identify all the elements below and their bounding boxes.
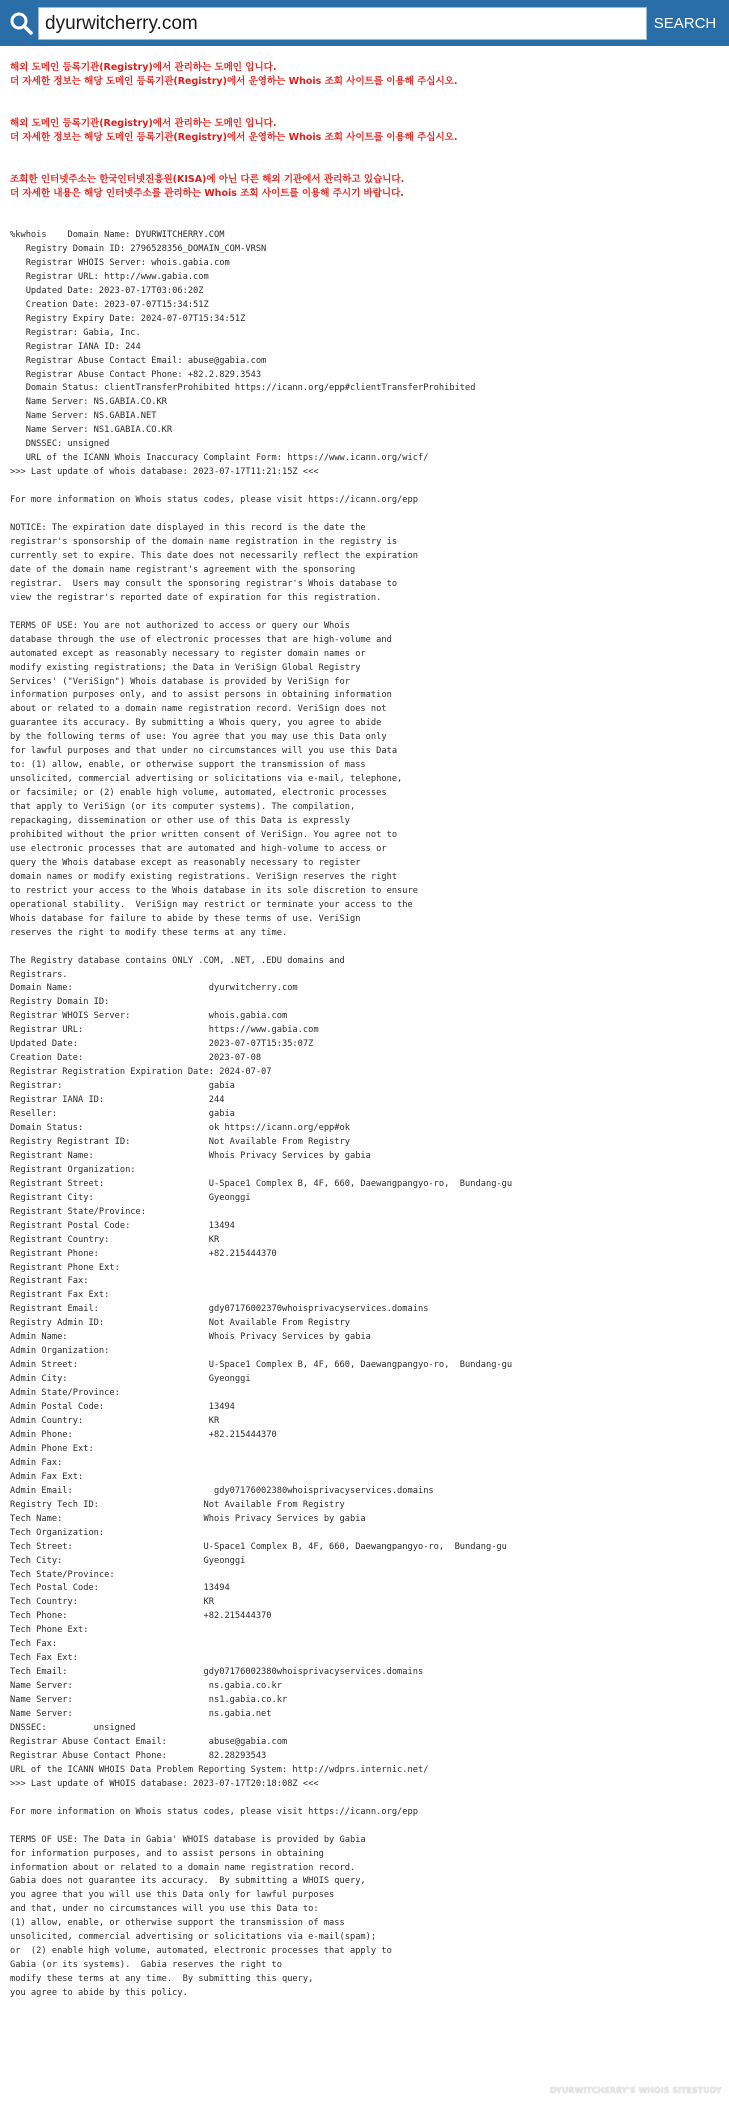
notice-line: 더 자세한 정보는 해당 도메인 등록기관(Registry)에서 운영하는 Whois 조회 사이트를 이용해 주십시오. — [10, 76, 458, 87]
watermark: DYURWITCHERRY'S WHOIS SITESTUDY — [550, 2086, 722, 2095]
search-button[interactable]: SEARCH — [649, 7, 721, 40]
search-input[interactable] — [38, 7, 647, 40]
notice-line: 해외 도메인 등록기관(Registry)에서 관리하는 도메인 입니다. — [10, 62, 277, 73]
notice-line: 조회한 인터넷주소는 한국인터넷진흥원(KISA)에 아닌 다른 해외 기관에서 관리하고 있습니다. — [10, 174, 405, 185]
notice-line: 더 자세한 정보는 해당 도메인 등록기관(Registry)에서 운영하는 Whois 조회 사이트를 이용해 주십시오. — [10, 132, 458, 143]
search-icon[interactable] — [8, 10, 34, 36]
notice-line: 더 자세한 내용은 해당 인터넷주소를 관리하는 Whois 조회 사이트를 이용해 주시기 바랍니다. — [10, 188, 404, 199]
registry-notice — [10, 117, 720, 145]
notice-line: 해외 도메인 등록기관(Registry)에서 관리하는 도메인 입니다. — [10, 118, 277, 129]
search-bar — [0, 0, 729, 46]
kisa-notice — [10, 173, 720, 201]
registry-notice — [10, 61, 720, 89]
whois-output: %kwhois Domain Name: DYURWITCHERRY.COM Registry Domain ID: 2796528356_DOMAIN_COM-VRSN Registrar WHOIS Server: whois.gabia.com Registrar URL: http://www.gabia.com Updated Date: 2023-07-17T03:06:20Z Creation Date: 2023-07-07T15:34:51Z Registry Expiry Date: 2024-07-07T15:34:51Z Registrar: Gabia, Inc. Registrar IANA ID: 244 Registrar Abuse Contact Email: abuse@gabia.com Registrar Abuse Contact Phone: +82.2.829.3543 Domain Status: clientTransferProhibited https://icann.org/epp#clientTransferProhibited Name Server: NS.GABIA.CO.KR Name Server: NS.GABIA.NET Name Server: NS1.GABIA.CO.KR DNSSEC: unsigned URL of the ICANN Whois Inaccuracy Complaint Form: https://www.icann.org/wicf/ >>> Last update of whois database: 2023-07-17T11:21:15Z <<< For more information on Whois status codes, please visit https://icann.org/epp NOTICE: The expiration date displayed in this record is the date the registrar's sponsorship of the domain name registration in the registry is currently set to expire. This date does not necessarily reflect the expiration date of the domain name registrant's agreement with the sponsoring registrar. Users may consult the sponsoring registrar's Whois database to view the registrar's reported date of expiration for this registration. TERMS OF USE: You are not authorized to access or query our Whois database through the use of electronic processes that are high-volume and automated except as reasonably necessary to register domain names or modify existing registrations; the Data in VeriSign Global Registry Services' ("VeriSign") Whois database is provided by VeriSign for information purposes only, and to assist persons in obtaining information about or related to a domain name registration record. VeriSign does not guarantee its accuracy. By submitting a Whois query, you agree to abide by the following terms of use: You agree that you may use this Data only for lawful purposes and that under no circumstances will you use this Data to: (1) allow, enable, or otherwise support the transmission of mass unsolicited, commercial advertising or solicitations via e-mail, telephone, or facsimile; or (2) enable high volume, automated, electronic processes that apply to VeriSign (or its computer systems). The compilation, repackaging, dissemination or other use of this Data is expressly prohibited without the prior written consent of VeriSign. You agree not to use electronic processes that are automated and high-volume to access or query the Whois database except as reasonably necessary to register domain names or modify existing registrations. VeriSign reserves the right to restrict your access to the Whois database in its sole discretion to ensure operational stability. VeriSign may restrict or terminate your access to the Whois database for failure to abide by these terms of use. VeriSign reserves the right to modify these terms at any time. The Registry database contains ONLY .COM, .NET, .EDU domains and Registrars. Domain Name: dyurwitcherry.com Registry Domain ID: Registrar WHOIS Server: whois.gabia.com Registrar URL: https://www.gabia.com Updated Date: 2023-07-07T15:35:07Z Creation Date: 2023-07-08 Registrar Registration Expiration Date: 2024-07-07 Registrar: gabia Registrar IANA ID: 244 Reseller: gabia Domain Status: ok https://icann.org/epp#ok Registry Registrant ID: Not Available From Registry Registrant Name: Whois Privacy Services by gabia Registrant Organization: Registrant Street: U-Space1 Complex B, 4F, 660, Daewangpangyo-ro, Bundang-gu Registrant City: Gyeonggi Registrant State/Province: Registrant Postal Code: 13494 Registrant Country: KR Registrant Phone: +82.215444370 Registrant Phone Ext: Registrant Fax: Registrant Fax Ext: Registrant Email: gdy07176002370whoisprivacyservices.domains Registry Admin ID: Not Available From Registry Admin Name: Whois Privacy Services by gabia Admin Organization: Admin Street: U-Space1 Complex B, 4F, 660, Daewangpangyo-ro, Bundang-gu Admin City: Gyeonggi Admin State/Province: Admin Postal Code: 13494 Admin Country: KR Admin Phone: +82.215444370 Admin Phone Ext: Admin Fax: Admin Fax Ext: Admin Email: gdy07176002380whoisprivacyservices.domains Registry Tech ID: Not Available From Registry Tech Name: Whois Privacy Services by gabia Tech Organization: Tech Street: U-Space1 Complex B, 4F, 660, Daewangpangyo-ro, Bundang-gu Tech City: Gyeonggi Tech State/Province: Tech Postal Code: 13494 Tech Country: KR Tech Phone: +82.215444370 Tech Phone Ext: Tech Fax: Tech Fax Ext: Tech Email: gdy07176002380whoisprivacyservices.domains Name Server: ns.gabia.co.kr Name Server: ns1.gabia.co.kr Name Server: ns.gabia.net DNSSEC: unsigned Registrar Abuse Contact Email: abuse@gabia.com Registrar Abuse Contact Phone: 82.28293543 URL of the ICANN WHOIS Data Problem Reporting System: http://wdprs.internic.net/ >>> Last update of WHOIS database: 2023-07-17T20:18:08Z <<< For more information on Whois status codes, please visit https://icann.org/epp TERMS OF USE: The Data in Gabia' WHOIS database is provided by Gabia for information purposes, and to assist persons in obtaining information about or related to a domain name registration record. Gabia does not guarantee its accuracy. By submitting a WHOIS query, you agree that you will use this Data only for lawful purposes and that, under no circumstances will you use this Data to: (1) allow, enable, or otherwise support the transmission of mass unsolicited, commercial advertising or solicitations via e-mail(spam); or (2) enable high volume, automated, electronic processes that apply to Gabia (or its systems). Gabia reserves the right to modify these terms at any time. By submitting this query, you agree to abide by this policy. — [10, 230, 513, 1999]
